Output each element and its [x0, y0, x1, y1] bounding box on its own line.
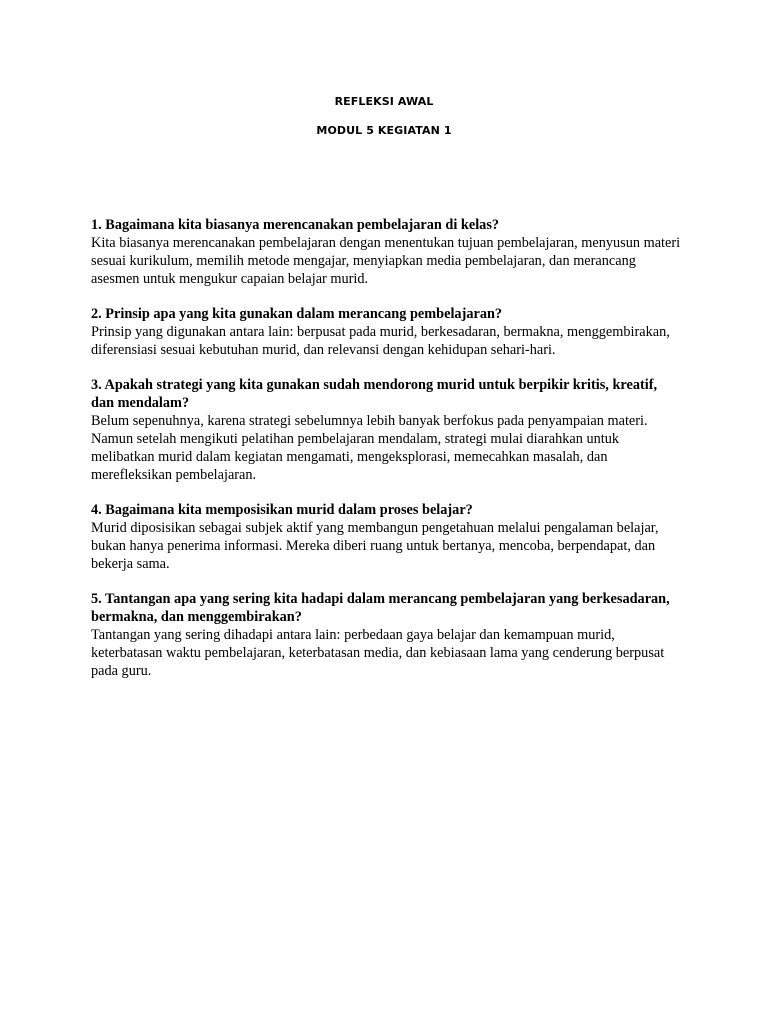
answer-4: Murid diposisikan sebagai subjek aktif yang membangun pengetahuan melalui pengalaman belajar, bukan hanya penerima informasi. Mereka diberi ruang untuk bertanya, mencoba, berpendapat, dan bekerja sama. — [91, 520, 659, 572]
document-subtitle: MODUL 5 KEGIATAN 1 — [316, 124, 452, 137]
question-3: 3. Apakah strategi yang kita gunakan sudah mendorong murid untuk berpikir kritis, kreatif, dan mendalam? — [91, 377, 658, 411]
answer-3: Belum sepenuhnya, karena strategi sebelumnya lebih banyak berfokus pada penyampaian materi. Namun setelah mengikuti pelatihan pembelajaran mendalam, strategi mulai diarahkan untuk melibatkan murid dalam kegiatan mengamati, mengeksplorasi, memecahkan masalah, dan merefleksikan pembelajaran. — [91, 413, 648, 483]
qa-item-2 — [91, 305, 681, 359]
question-2: 2. Prinsip apa yang kita gunakan dalam merancang pembelajaran? — [91, 306, 503, 322]
answer-1: Kita biasanya merencanakan pembelajaran dengan menentukan tujuan pembelajaran, menyusun materi sesuai kurikulum, memilih metode mengajar, menyiapkan media pembelajaran, dan merancang asesmen untuk mengukur capaian belajar murid. — [91, 235, 681, 287]
document-title: REFLEKSI AWAL — [334, 95, 434, 108]
document-body — [91, 216, 681, 697]
question-5: 5. Tantangan apa yang sering kita hadapi dalam merancang pembelajaran yang berkesadaran, bermakna, dan menggembirakan? — [91, 591, 670, 625]
qa-item-5 — [91, 590, 681, 680]
question-4: 4. Bagaimana kita memposisikan murid dalam proses belajar? — [91, 502, 473, 518]
qa-item-3 — [91, 376, 681, 484]
qa-item-4 — [91, 501, 681, 573]
answer-2: Prinsip yang digunakan antara lain: berpusat pada murid, berkesadaran, bermakna, menggembirakan, diferensiasi sesuai kebutuhan murid, dan relevansi dengan kehidupan sehari-hari. — [91, 324, 670, 358]
question-1: 1. Bagaimana kita biasanya merencanakan pembelajaran di kelas? — [91, 217, 500, 233]
answer-5: Tantangan yang sering dihadapi antara lain: perbedaan gaya belajar dan kemampuan murid, keterbatasan waktu pembelajaran, keterbatasan media, dan kebiasaan lama yang cenderung berpusat pada guru. — [91, 627, 665, 679]
qa-item-1 — [91, 216, 681, 288]
